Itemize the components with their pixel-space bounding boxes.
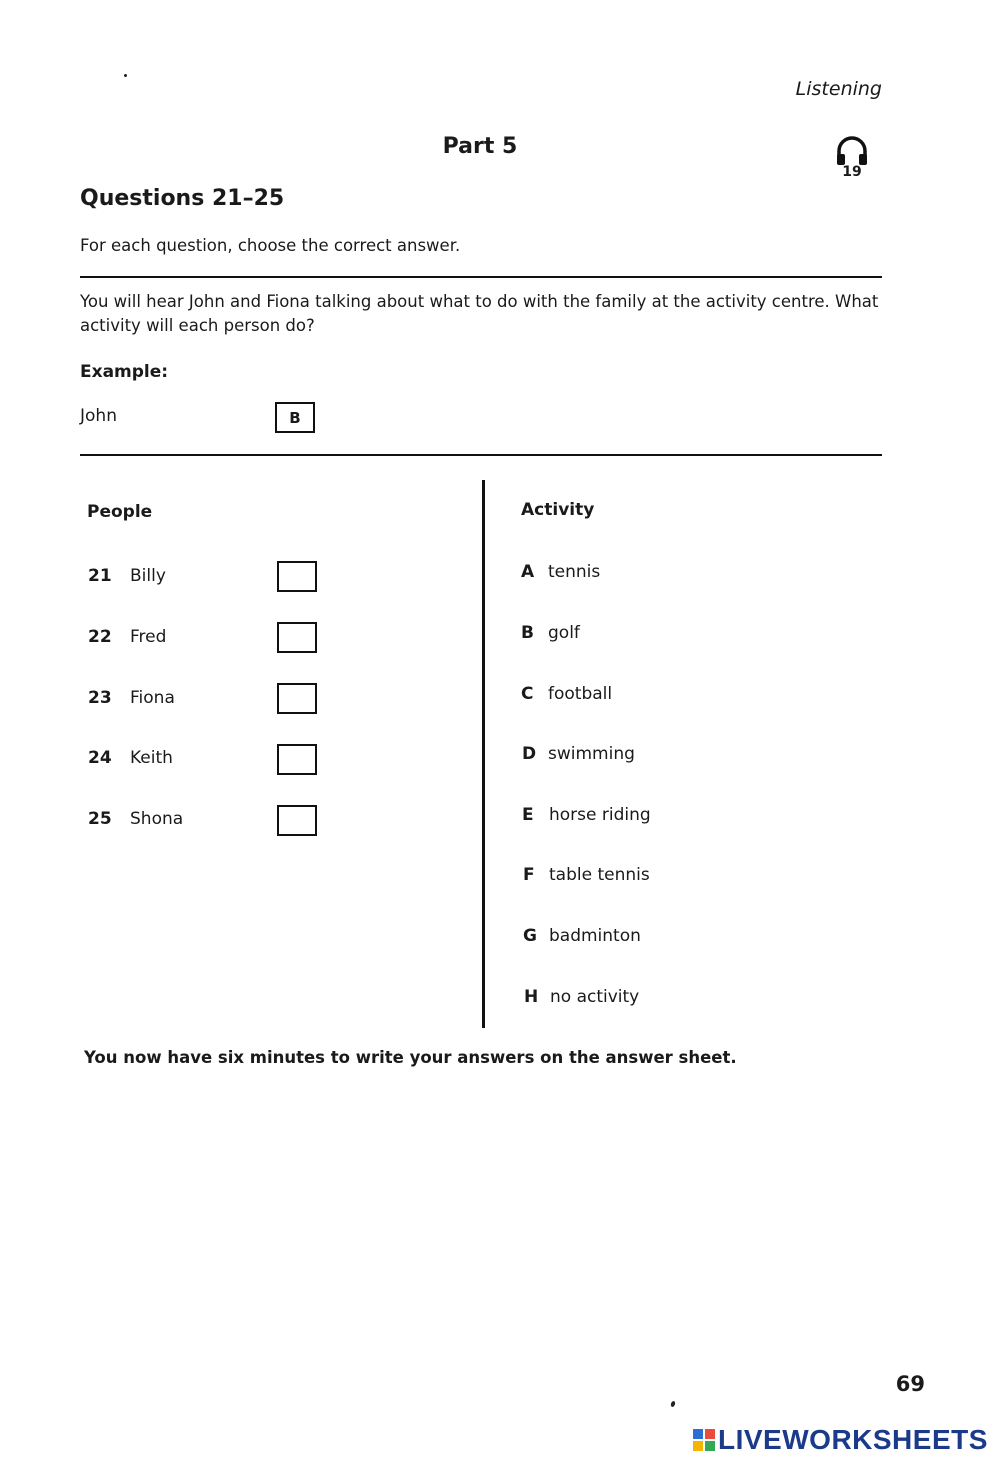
answer-box-22[interactable] [277,622,317,653]
activity-letter: F [523,865,535,885]
question-number: 23 [88,688,112,708]
activity-option: football [548,684,613,704]
audio-track-marker [832,136,872,180]
answer-box-24[interactable] [277,744,317,775]
activity-letter: G [523,926,537,946]
time-instruction: You now have six minutes to write your answers on the answer sheet. [84,1048,737,1067]
column-divider [482,480,485,1028]
answer-box-25[interactable] [277,805,317,836]
activity-option: golf [548,623,580,643]
activity-letter: A [521,562,535,582]
activity-letter: C [521,684,534,704]
activity-option: swimming [548,744,635,764]
person-name: Shona [130,809,184,829]
part-title: Part 5 [442,134,518,159]
activity-option: horse riding [549,805,651,825]
answer-box-21[interactable] [277,561,317,592]
speck [670,1400,676,1407]
person-name: Keith [130,748,173,768]
divider-line [80,276,882,278]
example-answer-box: B [275,402,315,433]
activity-option: table tennis [549,865,650,885]
audio-track-number: 19 [842,164,862,180]
question-number: 21 [88,566,112,586]
brand-name: LIVEWORKSHEETS [718,1424,988,1455]
activity-letter: H [524,987,539,1007]
divider-line [80,454,882,456]
context-text: You will hear John and Fiona talking about what to do with the family at the activity centre. What activity will each person do? [80,292,879,335]
question-number: 22 [88,627,112,647]
person-name: Fred [130,627,167,647]
activity-option: badminton [549,926,641,946]
section-label: Listening [795,78,882,100]
activity-letter: B [521,623,534,643]
people-heading: People [87,502,153,522]
speck [124,74,127,77]
activity-option: tennis [548,562,601,582]
person-name: Fiona [130,688,175,708]
example-label: Example: [80,362,169,382]
instruction-text: For each question, choose the correct answer. [80,236,461,255]
answer-box-23[interactable] [277,683,317,714]
brand-watermark [693,1424,988,1456]
activity-option: no activity [550,987,640,1007]
headphones-icon [835,136,869,166]
activity-letter: D [522,744,537,764]
question-number: 25 [88,809,112,829]
example-name: John [80,406,117,426]
question-number: 24 [88,748,112,768]
activity-heading: Activity [521,500,595,520]
person-name: Billy [130,566,166,586]
activity-letter: E [522,805,534,825]
page-number: 69 [895,1372,925,1396]
brand-logo-icon [693,1429,715,1451]
questions-title: Questions 21–25 [80,186,285,211]
